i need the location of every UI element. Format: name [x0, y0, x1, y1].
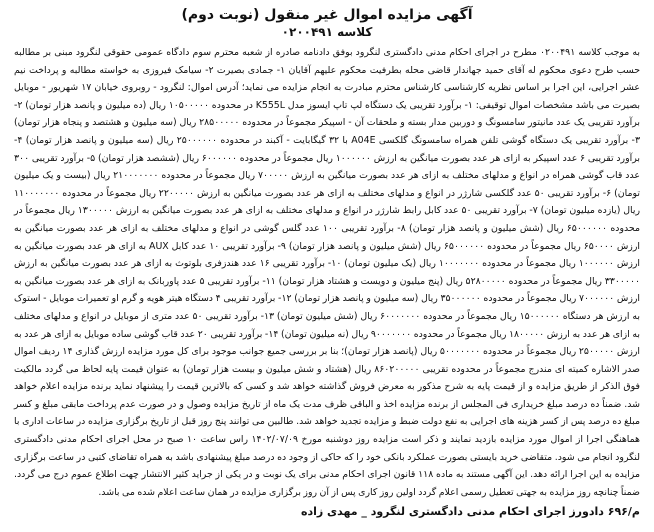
notice-title: آگهی مزایده اموال غیر منقول (نوبت دوم) — [181, 7, 473, 23]
notice-body: به موجب کلاسه ۰۲۰۰۴۹۱ مطرح در اجرای احکام مدنی دادگستری لنگرود بوفق دادنامه صادره از شعبه محترم سوم دادگاه عمومی حقوقی لنگرود مبنی بر مطالبه حسب طرح دعوی محکوم له آقای حمید جهاندار قاضی محله بطرفیت محکوم علیهم آقایان ۱- جمادی بصیرت ۲- سیامک فیروزی به خواسته مطالبه و پرداخت نیم عشر اجرایی، این اجرا بر اساس نظریه کارشناسی کارشناس محترم مبادرت به انجام مزایده می نماید؛ آدرس اموال: لنگرود - روبروی خیابان ۱۷ شهریور - موبایل بصیرت می باشد مشخصات اموال توقیفی: ۱- برآورد تقریبی یک دستگاه لپ تاپ ایسوز مدل K555L در محدوده ۱۰۵۰۰۰۰۰ ریال (ده میلیون و پانصد هزار تومان) ۲- برآورد تقریبی یک عدد مانیتور سامسونگ و دوربین مدار بسته و ملحقات آن - اسپیکر مجموعاً در محدوده ۲۸۵۰۰۰۰۰ ریال (سه میلیون و هشتصد و پنجاه هزار تومان) ۳- برآورد تقریبی یک دستگاه گوشی تلفن همراه سامسونگ گلکسی A04E با ۳۲ گیگابایت - آکبند در محدوده ۲۵۰۰۰۰۰۰ ریال (سه میلیون و پانصد هزار تومان) ۴- برآورد تقریبی ۶ عدد اسپیکر به ازای هر عدد بصورت میانگین به ارزش ۱۰۰۰۰۰۰ ریال مجموعاً در محدوده ۶۰۰۰۰۰۰ ریال (ششصد هزار تومان) ۵- برآورد تقریبی ۳۰۰ عدد قاب گوشی همراه در انواع و مدلهای مختلف به ازای هر عدد بصورت میانگین به ارزش ۷۰۰۰۰۰ ریال مجموعاً در محدوده ۲۱۰۰۰۰۰۰۰ ریال (بیست و یک میلیون تومان) ۶- برآورد تقریبی ۵۰ عدد گلکسی شارژر در انواع و مدلهای مختلف به ازای هر عدد بصورت میانگین به ارزش ۲۲۰۰۰۰۰ ریال مجموعاً در محدوده ۱۱۰۰۰۰۰۰۰ ریال (یازده میلیون تومان) ۷- برآورد تقریبی ۵۰ عدد کابل رابط شارژر در انواع و مدلهای مختلف به ازای هر عدد بصورت میانگین به ارزش ۱۳۰۰۰۰۰ ریال مجموعاً در محدوده ۶۵۰۰۰۰۰۰ ریال (شش میلیون و پانصد هزار تومان) ۸- برآورد تقریبی ۱۰۰ عدد گلس گوشی در انواع و مدلهای مختلف به ازای هر عدد بصورت میانگین به ارزش ۶۵۰۰۰۰ ریال مجموعاً در محدوده ۶۵۰۰۰۰۰۰ ریال (شش میلیون و پانصد هزار تومان) ۹- برآورد تقریبی ۱۰ عدد کابل AUX به ازای هر عدد بصورت میانگین به ارزش ۱۰۰۰۰۰۰ ریال مجموعاً در محدوده ۱۰۰۰۰۰۰۰ ریال (یک میلیون تومان) ۱۰- برآورد تقریبی ۱۶ عدد هندزفری بلوتوث به ازای هر عدد بصورت میانگین به ارزش ۳۳۰۰۰۰۰ ریال مجموعاً در محدوده ۵۲۸۰۰۰۰۰ ریال (پنج میلیون و دویست و هشتاد هزار تومان) ۱۱- برآورد تقریبی ۵ عدد پاوربانک به ازای هر عدد بصورت میانگین به ارزش ۷۰۰۰۰۰۰ ریال مجموعاً در محدوده ۳۵۰۰۰۰۰۰ ریال (سه میلیون و پانصد هزار تومان) ۱۲- برآورد تقریبی ۴ دستگاه هیتر هویه و گرم او تعمیرات موبایل - استوک به ارزش هر دستگاه ۱۵۰۰۰۰۰۰ ریال مجموعاً در محدوده ۶۰۰۰۰۰۰۰ ریال (شش میلیون تومان) ۱۳- برآورد تقریبی ۵۰ عدد متری از موبایل در انواع و مدلهای مختلف به ازای هر عدد به ارزش ۱۸۰۰۰۰۰ ریال مجموعاً در محدوده ۹۰۰۰۰۰۰۰ ریال (نه میلیون تومان) ۱۴- برآورد تقریبی ۲۰ عدد قاب گوشی ساده موبایل به ازای هر عدد به ارزش ۲۵۰۰۰۰۰ ریال مجموعاً در محدوده ۵۰۰۰۰۰۰۰ ریال (پانصد هزار تومان)؛ بنا بر بررسی جمیع جوانب موجود برای کل مورد مزایده ارزش گذاری ۱۴ ردیف اموال صدر الاشاره کمیته ای مندرج مجموعاً در محدوده تقریبی ۸۶۰۲۰۰۰۰۰ ریال (هشتاد و شش میلیون و بیست هزار تومان) به عنوان قیمت پایه لحاظ می گردد مالکیت فوق الذکر از طریق مزایده و از قیمت پایه به شرح مذکور به معرض فروش گذاشته خواهد شد و کسی که بالاترین قیمت را پیشنهاد نماید برنده مزایده اعلام خواهد شد. ضمناً ده درصد مبلغ خریداری فی المجلس از برنده مزایده اخذ و الباقی ظرف مدت یک ماه از تاریخ مزایده وصول و در صورت عدم پرداخت مابقی مبلغ و کسر مبلغ ده درصد پس از کسر هزینه های اجرایی به نفع دولت ضبط و مزایده تجدید خواهد شد. طالبین می توانند پنج روز قبل از تاریخ برگزاری مزایده در ساعات اداری با هماهنگی اجرا از اموال مورد مزایده بازدید نمایند و ذکر است مزایده روز دوشنبه مورخ ۱۴۰۲/۰۷/۰۹ راس ساعت ۱۰ صبح در محل اجرای احکام مدنی دادگستری لنگرود انجام می شود. متقاضی خرید بایستی بصورت عملکرد بانکی خود را که حاکی از وجود ده درصد مبلغ پیشنهادی باشد به همراه تقاضای کتبی در ساعت برگزاری مزایده به این اجرا ارائه دهد. این آگهی مستند به ماده ۱۱۸ قانون اجرای احکام مدنی برای یک نوبت و در یکی از جراید کثیر الانتشار چهت اطلاع عموم درج می گردد. ضمناً چنانچه روز مزایده به جهتی تعطیل رسمی اعلام گردد اولین روز کاری پس از آن روز برگزاری مزایده در همان ساعت اعلام شده می باشد. — [14, 47, 641, 498]
notice-signature: م/۶۹۶ دادورز اجرای احکام مدنی دادگستری لنگرود _ مهدی زاده — [300, 505, 640, 518]
case-number: کلاسه ۰۲۰۰۴۹۱ — [281, 25, 373, 39]
